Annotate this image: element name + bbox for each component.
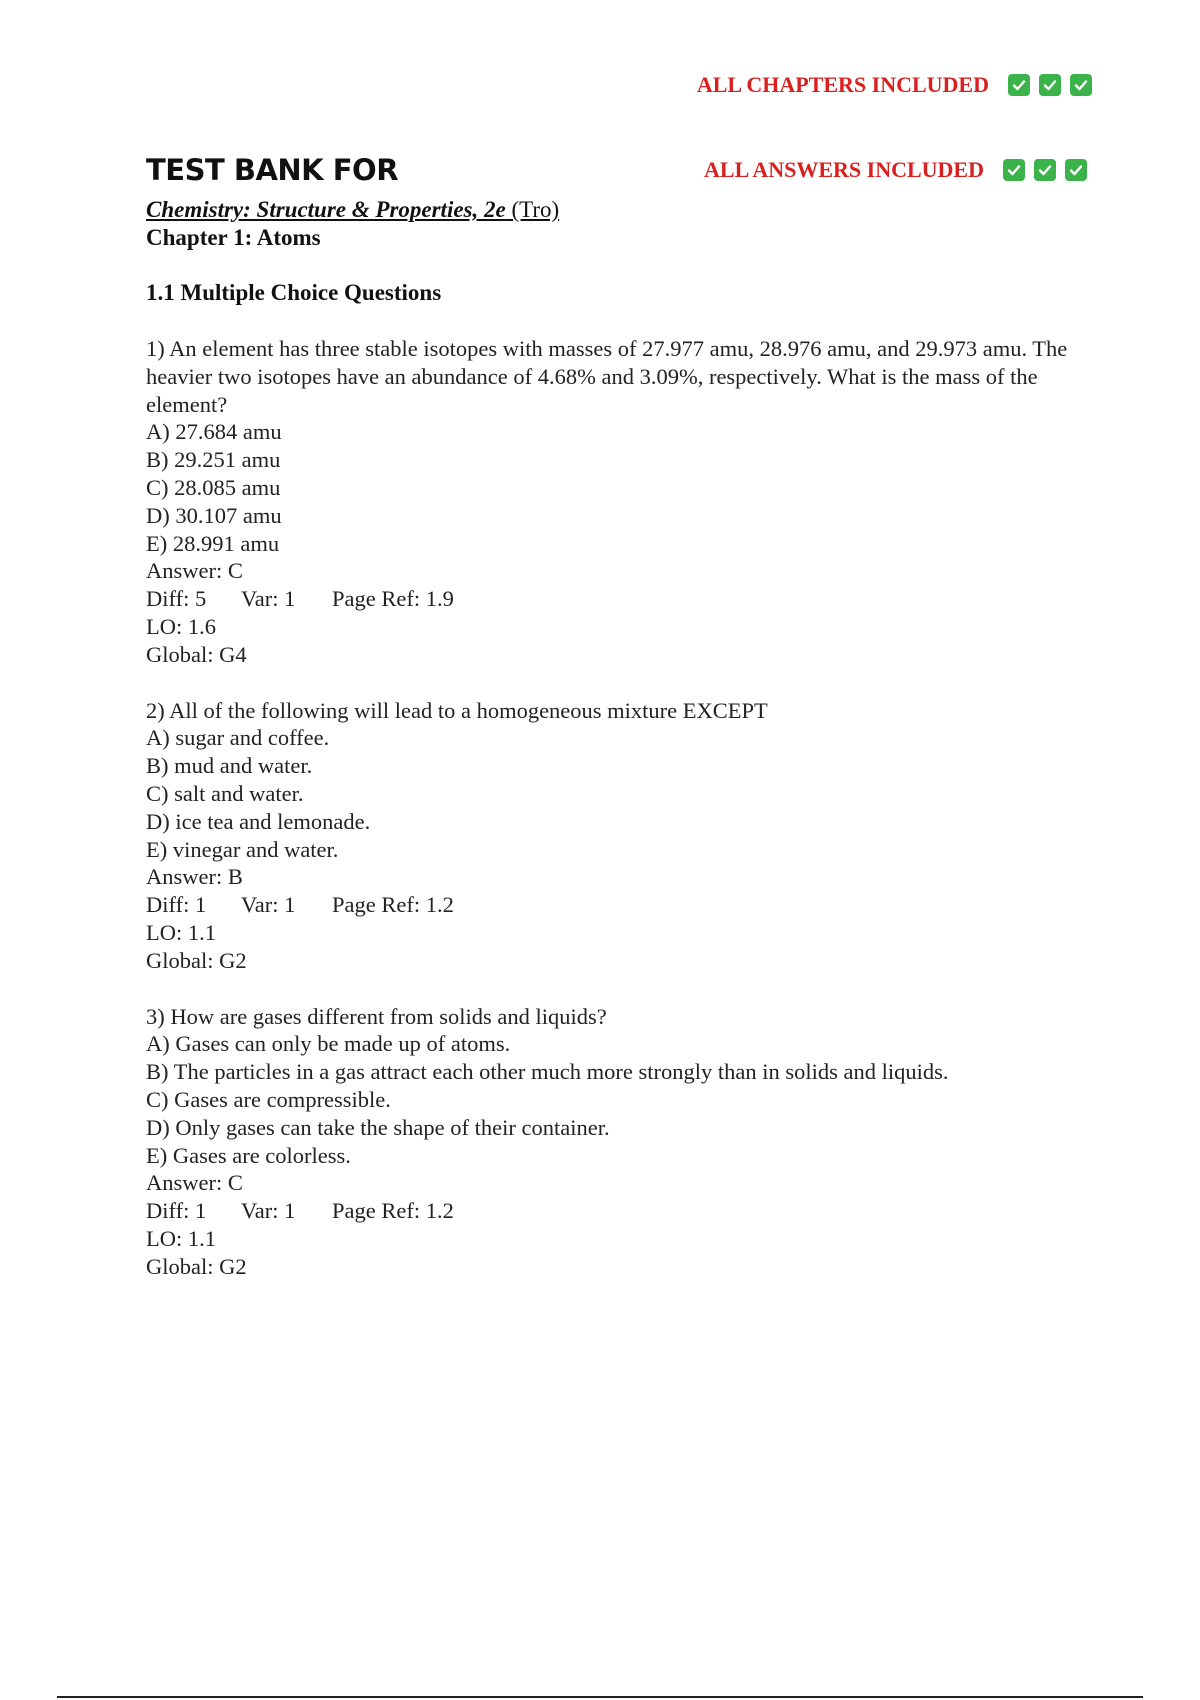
- page-ref: Page Ref: 1.2: [332, 892, 454, 918]
- check-icon: [1039, 74, 1061, 96]
- answer: Answer: C: [146, 558, 243, 584]
- global-outcome: Global: G4: [146, 641, 247, 667]
- question-1: [146, 335, 1096, 669]
- global-outcome: Global: G2: [146, 1253, 247, 1279]
- option: A) 27.684 amu: [146, 419, 282, 445]
- check-icon: [1070, 74, 1092, 96]
- meta-row: [146, 585, 1096, 613]
- variation: Var: 1: [241, 892, 296, 918]
- book-title: Chemistry: Structure & Properties, 2e: [146, 197, 506, 222]
- question-3: [146, 1003, 1096, 1281]
- option: A) sugar and coffee.: [146, 725, 330, 751]
- banner-chapters-text: ALL CHAPTERS INCLUDED: [696, 72, 989, 97]
- difficulty: Diff: 1: [146, 892, 207, 918]
- page-title: TEST BANK FOR: [146, 153, 399, 187]
- question-stem: 3) How are gases different from solids and liquids?: [146, 1003, 607, 1029]
- option: C) Gases are compressible.: [146, 1086, 391, 1112]
- document-body: [146, 150, 1096, 1281]
- banner-all-chapters: [697, 72, 1092, 98]
- difficulty: Diff: 1: [146, 1198, 207, 1224]
- book-reference: [146, 196, 1096, 224]
- question-stem: 2) All of the following will lead to a homogeneous mixture EXCEPT: [146, 697, 768, 723]
- option: E) 28.991 amu: [146, 530, 280, 556]
- global-outcome: Global: G2: [146, 947, 247, 973]
- meta-row: [146, 1197, 1096, 1225]
- meta-row: [146, 891, 1096, 919]
- book-author: (Tro): [505, 197, 560, 222]
- page-divider: [57, 1696, 1143, 1698]
- option: D) Only gases can take the shape of their container.: [146, 1114, 610, 1140]
- variation: Var: 1: [241, 586, 296, 612]
- section-heading: 1.1 Multiple Choice Questions: [146, 280, 442, 305]
- banner-checks: [999, 74, 1092, 96]
- answer: Answer: C: [146, 1170, 243, 1196]
- variation: Var: 1: [241, 1198, 296, 1224]
- question-stem: 1) An element has three stable isotopes with masses of 27.977 amu, 28.976 amu, and 29.973 amu. The heavier two isotopes have an abundance of 4.68% and 3.09%, respectively. What is the mass of the element?: [146, 336, 1068, 417]
- option: C) 28.085 amu: [146, 474, 281, 500]
- learning-objective: LO: 1.1: [146, 919, 216, 945]
- page-ref: Page Ref: 1.2: [332, 1198, 454, 1224]
- option: D) ice tea and lemonade.: [146, 808, 371, 834]
- answer: Answer: B: [146, 864, 243, 890]
- option: D) 30.107 amu: [146, 502, 282, 528]
- option: B) The particles in a gas attract each other much more strongly than in solids and liquids.: [146, 1059, 949, 1085]
- chapter-heading: Chapter 1: Atoms: [146, 225, 321, 250]
- learning-objective: LO: 1.1: [146, 1225, 216, 1251]
- learning-objective: LO: 1.6: [146, 613, 216, 639]
- page-ref: Page Ref: 1.9: [332, 586, 454, 612]
- option: B) mud and water.: [146, 753, 313, 779]
- option: A) Gases can only be made up of atoms.: [146, 1031, 511, 1057]
- option: E) Gases are colorless.: [146, 1142, 351, 1168]
- difficulty: Diff: 5: [146, 586, 207, 612]
- option: E) vinegar and water.: [146, 836, 339, 862]
- question-2: [146, 697, 1096, 975]
- option: C) salt and water.: [146, 780, 304, 806]
- option: B) 29.251 amu: [146, 447, 281, 473]
- banner-answers-text: ALL ANSWERS INCLUDED: [704, 157, 984, 182]
- check-icon: [1008, 74, 1030, 96]
